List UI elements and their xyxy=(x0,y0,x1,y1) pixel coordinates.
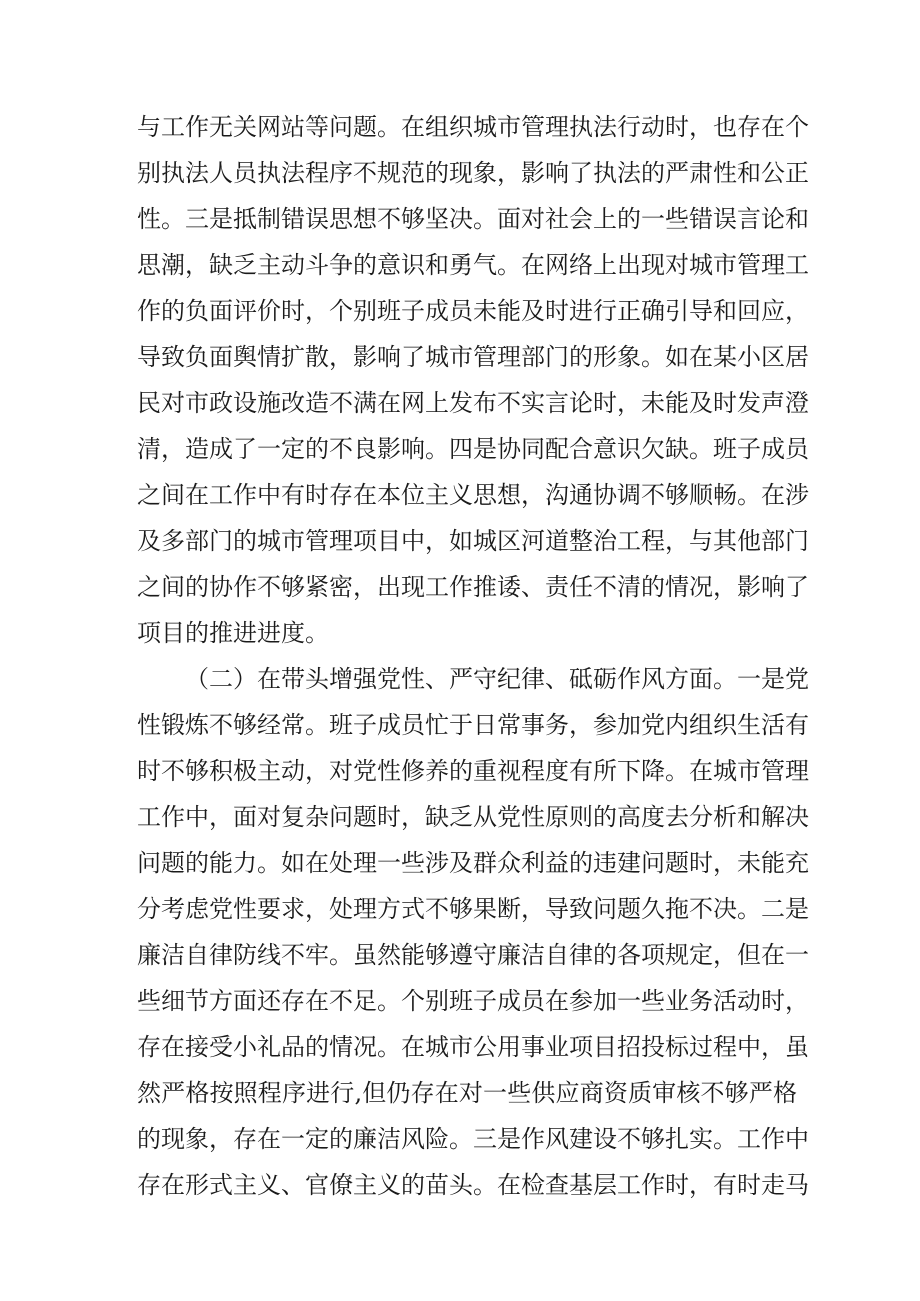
text-line: 分考虑党性要求，处理方式不够果断，导致问题久拖不决。二是 xyxy=(137,895,809,923)
text-line: 思潮，缺乏主动斗争的意识和勇气。在网络上出现对城市管理工 xyxy=(137,251,809,279)
text-line: 别执法人员执法程序不规范的现象，影响了执法的严肃性和公正 xyxy=(137,159,809,187)
document-body xyxy=(137,104,809,1208)
text-line: 存在形式主义、官僚主义的苗头。在检查基层工作时，有时走马 xyxy=(137,1171,809,1199)
text-line: 项目的推进进度。 xyxy=(137,619,329,647)
text-line: 清，造成了一定的不良影响。四是协同配合意识欠缺。班子成员 xyxy=(137,435,809,463)
text-line: 民对市政设施改造不满在网上发布不实言论时，未能及时发声澄 xyxy=(137,389,809,417)
text-line: 作的负面评价时，个别班子成员未能及时进行正确引导和回应， xyxy=(137,297,809,325)
text-line: 及多部门的城市管理项目中，如城区河道整治工程，与其他部门 xyxy=(137,527,809,555)
text-line: 性。三是抵制错误思想不够坚决。面对社会上的一些错误言论和 xyxy=(137,205,809,233)
text-line: 时不够积极主动，对党性修养的重视程度有所下降。在城市管理 xyxy=(137,757,809,785)
text-line: 的现象，存在一定的廉洁风险。三是作风建设不够扎实。工作中 xyxy=(137,1125,809,1153)
text-line: 之间在工作中有时存在本位主义思想，沟通协调不够顺畅。在涉 xyxy=(137,481,809,509)
text-line: 与工作无关网站等问题。在组织城市管理执法行动时，也存在个 xyxy=(137,113,809,141)
section-heading-line: （二）在带头增强党性、严守纪律、砥砺作风方面。一是党 xyxy=(185,665,809,693)
text-line: 问题的能力。如在处理一些涉及群众利益的违建问题时，未能充 xyxy=(137,849,809,877)
text-line: 工作中，面对复杂问题时，缺乏从党性原则的高度去分析和解决 xyxy=(137,803,809,831)
text-line: 然严格按照程序进行,但仍存在对一些供应商资质审核不够严格 xyxy=(137,1079,797,1107)
text-line: 导致负面舆情扩散，影响了城市管理部门的形象。如在某小区居 xyxy=(137,343,809,371)
text-line: 之间的协作不够紧密，出现工作推诿、责任不清的情况，影响了 xyxy=(137,573,809,601)
text-line: 廉洁自律防线不牢。虽然能够遵守廉洁自律的各项规定，但在一 xyxy=(137,941,809,969)
text-line: 性锻炼不够经常。班子成员忙于日常事务，参加党内组织生活有 xyxy=(137,711,809,739)
text-line: 些细节方面还存在不足。个别班子成员在参加一些业务活动时， xyxy=(137,987,809,1015)
text-line: 存在接受小礼品的情况。在城市公用事业项目招投标过程中，虽 xyxy=(137,1033,809,1061)
